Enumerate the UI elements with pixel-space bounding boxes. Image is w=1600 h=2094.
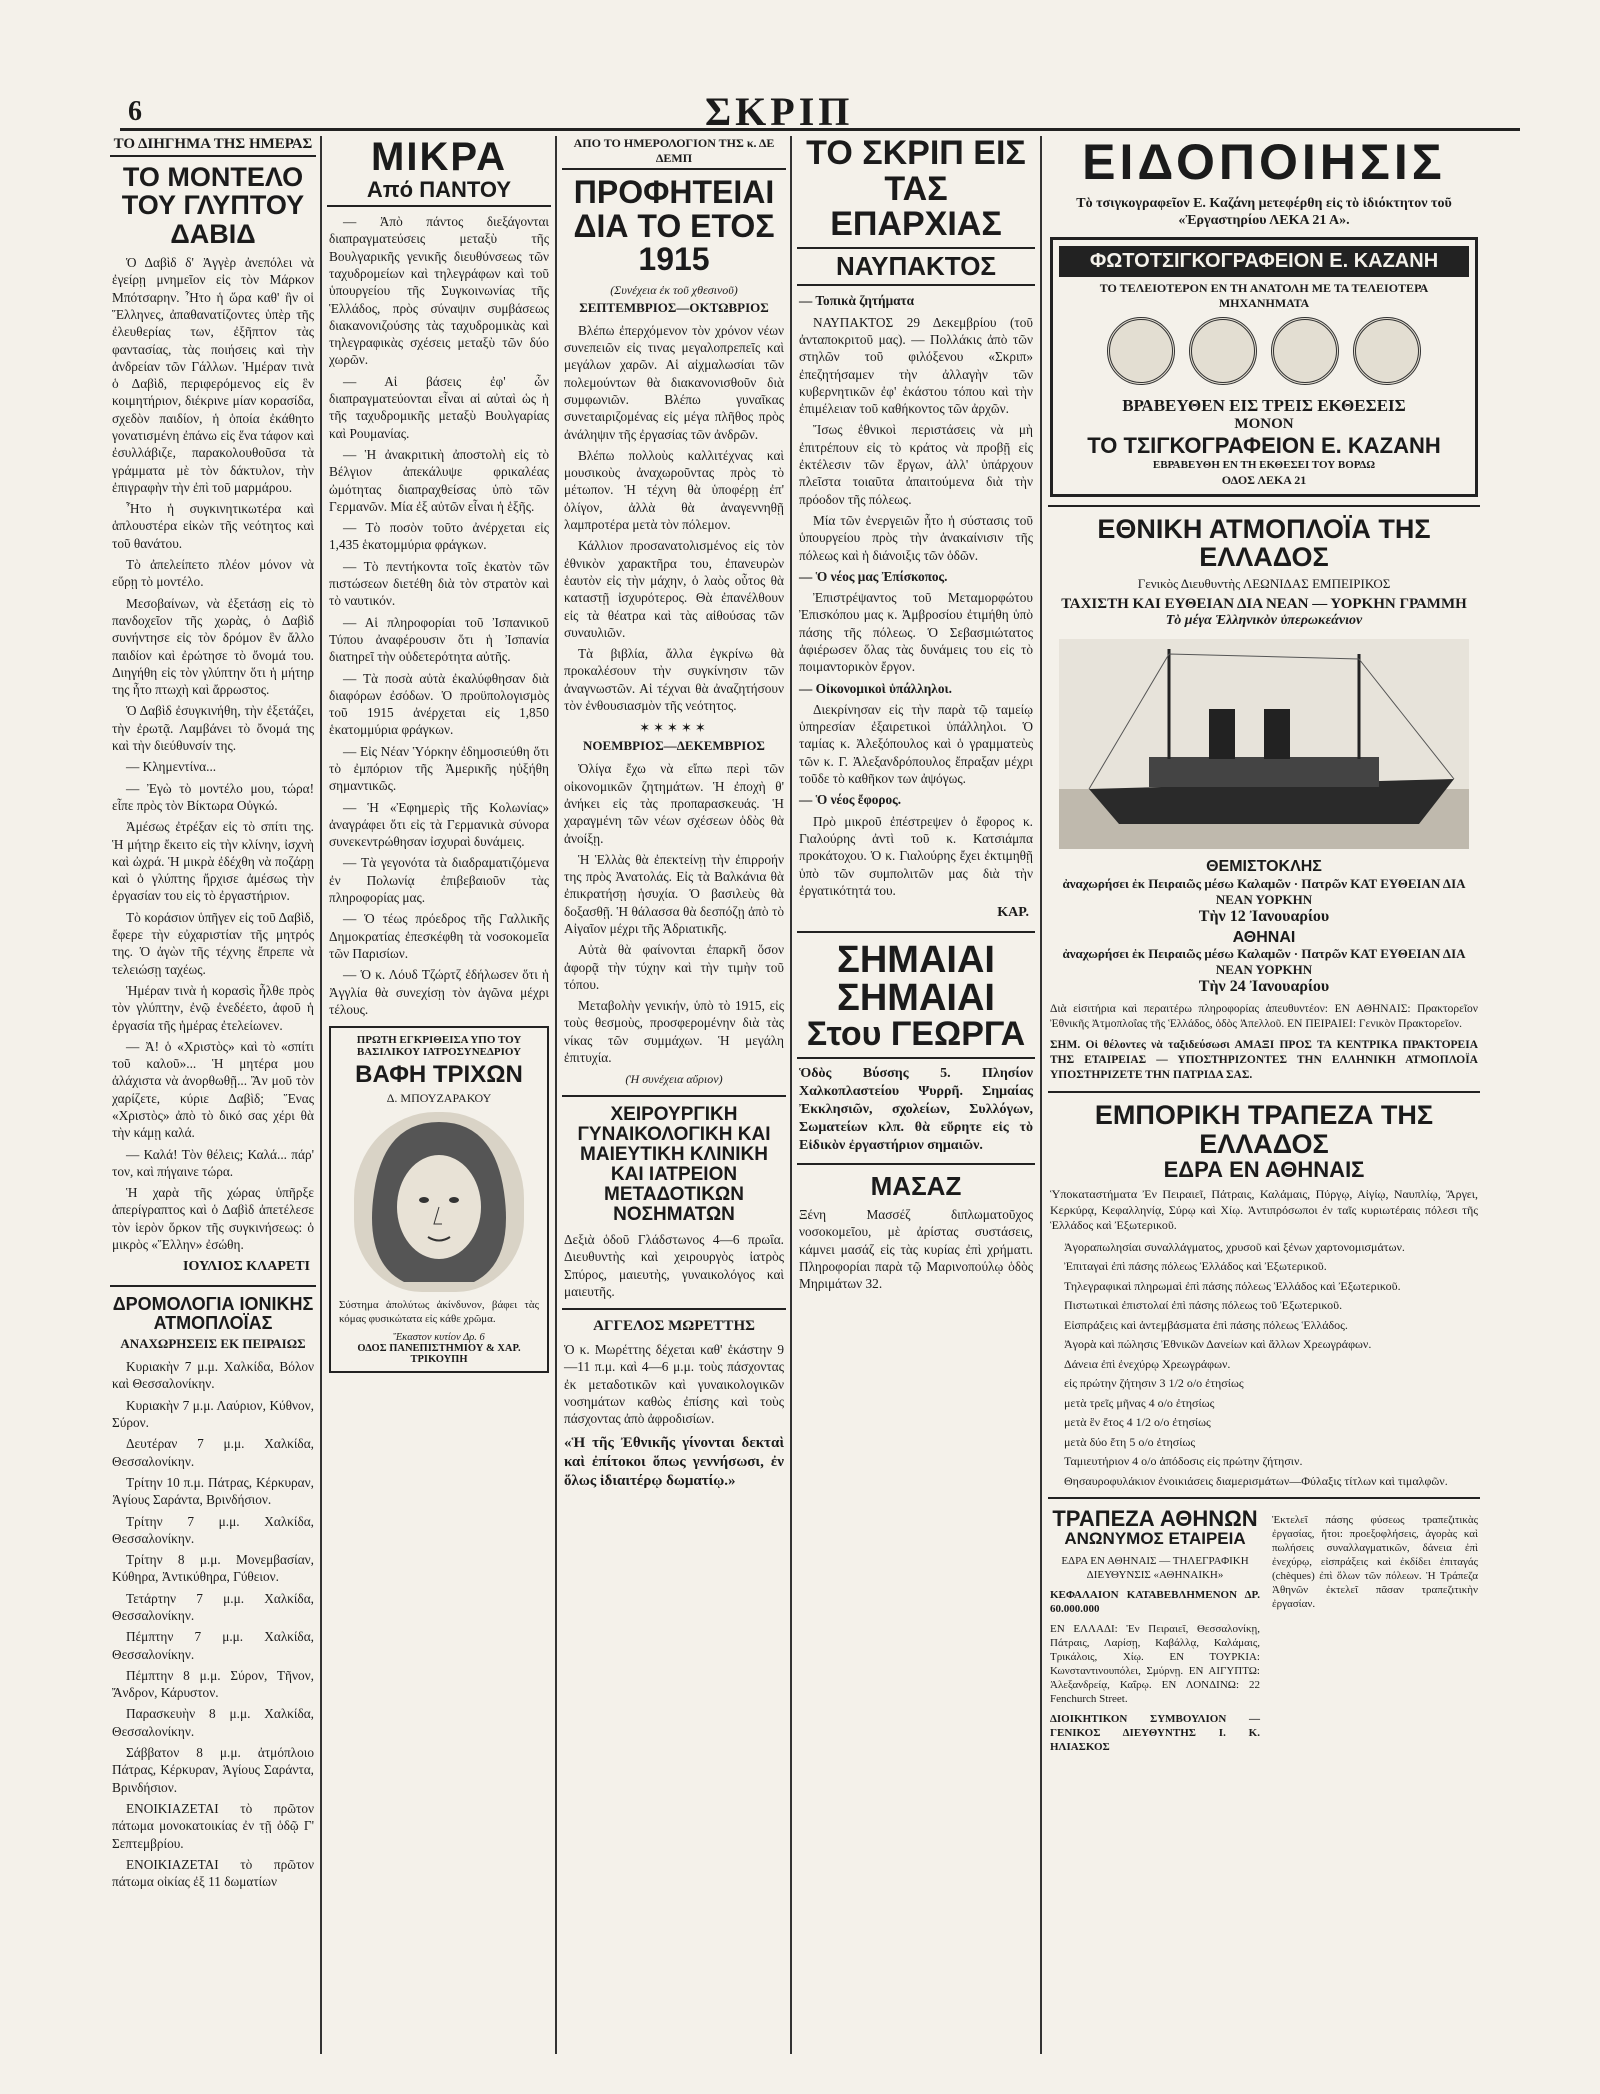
athens-bank-title: ΤΡΑΠΕΖΑ ΑΘΗΝΩΝ [1052,1506,1258,1532]
notice-title: ΕΙΔΟΠΟΙΗΣΙΣ [1082,136,1446,190]
athens-bank-seat: ΕΔΡΑ ΕΝ ΑΘΗΝΑΙΣ — ΤΗΛΕΓΡΑΦΙΚΗ ΔΙΕΥΘΥΝΣΙΣ «ΑΘΗΝΑΙΚΗ» [1061,1555,1249,1582]
savings-line: Ταμιευτήριον 4 ο/ο ἀπόδοσις εἰς πρώτην ζήτησιν. [1064,1454,1303,1469]
commercial-bank-services [1050,1240,1478,1490]
medal-icon [1271,317,1339,385]
ship-name: ΘΕΜΙΣΤΟΚΛΗΣ [1206,857,1322,875]
subheading: — Οἰκονομικοὶ ὑπάλληλοι. [799,680,952,696]
athens-bank-right [1270,1507,1480,1760]
ship-departure-date: Τὴν 24 Ἰανουαρίου [1198,978,1330,996]
shipping-title: ΕΘΝΙΚΗ ΑΤΜΟΠΛΟΪΑ ΤΗΣ ΕΛΛΑΔΟΣ [1097,514,1431,573]
divider [1048,1091,1480,1093]
clinic-ad-text: Δεξιὰ ὁδοῦ Γλάδστωνος 4—6 πρωΐα. Διευθυντὴς καὶ χειρουργὸς ἰατρὸς Σπύρος, μαιευτὴς, γυναικολόγος καὶ μαιευτῆς. [564,1231,784,1299]
athens-bank-capital: ΚΕΦΑΛΑΙΟΝ ΚΑΤΑΒΕΒΛΗΜΕΝΟΝ ΔΡ. 60.000.000 [1050,1589,1260,1616]
briefs-subtitle: Από ΠΑΝΤΟΥ [327,178,551,207]
ship-route-line: ἀναχωρήσει ἐκ Πειραιῶς μέσω Καλαμῶν · Πατρῶν ΚΑΤ ΕΥΘΕΙΑΝ ΔΙΑ ΝΕΑΝ ΥΟΡΚΗΝ [1062,875,1466,907]
hair-dye-kicker: ΠΡΩΤΗ ΕΓΚΡΙΘΕΙΣΑ ΥΠΟ ΤΟΥ ΒΑΣΙΛΙΚΟΥ ΙΑΤΡΟΣΥΝΕΔΡΙΟΥ [356,1034,522,1059]
schedule-line: Τετάρτην 7 μ.μ. Χαλκίδα, Θεσσαλονίκην. [112,1590,314,1623]
paragraph: — Ἀ! ὁ «Χριστὸς» καὶ τὸ «σπίτι τοῦ καλοῦ»... Ἡ μητέρα μου ἀλάχιστα νὰ ἀνορθωθῇ... Ἂν μοῦ τὸν χαρίζετε, κύριε Δαβὶδ; Ἕνας «Χριστὸς» ἀπὸ τὸ δικό σας χέρι θὰ τὴν κάμῃ καλά. [112,1038,314,1141]
only-text: ΜΟΝΟΝ [1234,416,1294,433]
brief-item: — Τὸ ποσὸν τοῦτο ἀνέρχεται εἰς 1,435 ἑκατομμύρια φράγκων. [329,520,549,553]
athens-bank-left [1048,1507,1262,1760]
medals-row [1059,315,1469,392]
athens-bank-board: ΔΙΟΙΚΗΤΙΚΟΝ ΣΥΜΒΟΥΛΙΟΝ — ΓΕΝΙΚΟΣ ΔΙΕΥΘΥΝΤΗΣ Ι. Κ. ΗΛΙΑΣΚΟΣ [1050,1713,1260,1754]
column-divider [555,136,557,2054]
paragraph: Βλέπω ἐπερχόμενον τὸν χρόνον νέων συνεπειῶν εἰς τινας μεγαλοπρεπεῖς καὶ μεγάλων χαρῶν. Αἱ αἰχμαλωσίαι τῶν πολεμούντων θὰ διακανονισθοῦν διὰ συμφωνιῶν. Βλέπω γυναῖκας συνεταιριζομένας εἰς μέγα πλῆθος πρὸς ἀνάληψιν τῆς ἐργασίας τῶν ἀνδρῶν. [564,322,784,442]
classified-line: ΕΝΟΙΚΙΑΖΕΤΑΙ τὸ πρῶτον πάτωμα οἰκίας ἐξ 11 δωματίων [112,1856,314,1890]
massage-ad-text: Ξένη Μασσέζ διπλωματοῦχος νοσοκομεῖου, μὲ ἀρίστας συστάσεις, κάμνει μασάζ εἰς τὰς κυρίας ἐπὶ χρήματι. Πληροφορίαι παρὰ τῷ Μαρινοπούλῳ ὁδὸς Μηριμάτων 32. [799,1207,1033,1292]
paragraph: — Καλά! Τὸν θέλεις; Καλά... πάρ' τον, καὶ πήγαινε τώρα. [112,1146,314,1179]
brief-item: — Τὸ πεντήκοντα τοῖς ἑκατὸν τῶν πιστώσεων διετέθη διὰ τὸν στρατὸν καὶ τὸ ναυτικόν. [329,558,549,609]
brief-item: — Ἀπὸ πάντος διεξάγονται διαπραγματεύσεις μεταξὺ τῆς Βουλγαρικῆς γενικῆς διευθύνσεως τῶν ταχυδρομείων καὶ τηλεγράφων καὶ τοῦ ὑπουργείου τῆς Συγκοινωνίας τῆς Ἑλλάδος, πρὸς σύναψιν συμβάσεως διακανονιζούσης τὰς ταχυδρομικὰς καὶ τηλεγραφικὰς σχέσεις μεταξὺ τῶν δύο χωρῶν. [329,214,549,368]
page-number: 6 [128,96,142,127]
subheading: — Ὁ νέος ἔφορος. [799,792,902,808]
schedule-line: Τρίτην 8 μ.μ. Μονεμβασίαν, Κύθηρα, Ἀντικύθηρα, Γύθειον. [112,1552,314,1585]
steamship-illustration [1059,639,1469,849]
continued-tomorrow: (Ἡ συνέχεια αὔριον) [625,1072,723,1087]
athens-bank-services: Ἐκτελεῖ πάσης φύσεως τραπεζιτικὰς ἐργασίας, ἤτοι: προεξοφλήσεις, ἀγορὰς καὶ πωλήσεις συναλλαγματικῶν, δάνεια ἐπὶ ἐνεχύρῳ, εἰσπράξεις καὶ ἐκδίδει ἐπιταγάς (chèques) ἐπὶ ὅλων τῶν πόλεων. Ἡ Τράπεζα Ἀθηνῶν ἐκτελεῖ πᾶσαν τραπεζιτικὴν ἐργασίαν. [1272,1514,1478,1611]
shipping-route: ΤΑΧΙΣΤΗ ΚΑΙ ΕΥΘΕΙΑΝ ΔΙΑ ΝΕΑΝ — ΥΟΡΚΗΝ ΓΡΑΜΜΗ [1061,595,1467,612]
ferry-schedule [112,1358,314,1890]
hair-dye-address: ΟΔΟΣ ΠΑΝΕΠΙΣΤΗΜΙΟΥ & ΧΑΡ. ΤΡΙΚΟΥΠΗ [357,1343,521,1366]
photoengraving-ad [1050,237,1478,497]
paragraph: Ἡ χαρὰ τῆς χώρας ὑπῆρξε ἀπερίγραπτος καὶ ὁ Δαβὶδ ἀπετέλεσε τὸν ἱερὸν ὅρκον τῆς συγκινήσεως: ὁ μικρὸς «Ἕλλην» ἐσώθη. [112,1185,314,1253]
deposit-line: μετὰ τρεῖς μῆνας 4 ο/ο ἐτησίως [1064,1395,1215,1410]
athens-bank-ad [1048,1507,1480,1760]
paragraph: Μία τῶν ἐνεργειῶν ἦτο ἡ σύστασις τοῦ ὑπουργείου πρὸς τὴν ἀνακαίνισιν τῆς πόλεως καὶ ἡ διάνοιξις τῶν ὁδῶν. [799,512,1033,563]
prophecies-title: ΠΡΟΦΗΤΕΙΑΙ ΔΙΑ ΤΟ ΕΤΟΣ 1915 [573,174,775,278]
brief-item: — Αἱ βάσεις ἐφ' ὧν διαπραγματεύονται εἶναι αἱ αὐταὶ ὡς ἡ τῆς ταχυδρομικῆς μεταξὺ Βουλγαρίας καὶ Ρουμανίας. [329,373,549,441]
brief-item: — Τὰ γεγονότα τὰ διαδραματιζόμενα ἐν Πολωνίᾳ ἐπιβεβαιοῦν τὰς πληροφορίας μας. [329,855,549,906]
schedule-line: Τρίτην 7 μ.μ. Χαλκίδα, Θεσσαλονίκην. [112,1513,314,1546]
story-title: ΤΟ ΜΟΝΤΕΛΟ ΤΟΥ ΓΛΥΠΤΟΥ ΔΑΒΙΔ [121,162,305,249]
notice-text: Τὸ τσιγκογραφεῖον Ε. Καζάνη μετεφέρθη εἰς τὸ ἰδιόκτητον τοῦ «Ἐργαστηρίου ΛΕΚΑ 21 Α». [1076,195,1452,228]
service-line: Ἀγοραπωλησίαι συναλλάγματος, χρυσοῦ καὶ ξένων χαρτονομισμάτων. [1064,1239,1405,1254]
woman-portrait-illustration [354,1112,524,1292]
divider [1048,1497,1480,1499]
service-line: Τηλεγραφικαὶ πληρωμαὶ ἐπὶ πάσης πόλεως Ἑλλάδος καὶ Ἐξωτερικοῦ. [1064,1278,1401,1293]
shipping-subtitle: Τὸ μέγα Ἑλληνικὸν ὑπερωκεάνιον [1165,612,1363,628]
paragraph: Αὐτὰ θὰ φαίνονται ἐπαρκῆ ὅσον ἀφορᾷ τὴν τύχην καὶ τὴν τιμὴν τοῦ τόπου. [564,942,784,992]
service-line: Δάνεια ἐπὶ ἐνεχύρῳ Χρεωγράφων. [1064,1356,1231,1371]
hair-dye-name: ΒΑΦΗ ΤΡΙΧΩΝ [355,1061,523,1089]
medal-icon [1189,317,1257,385]
flags-ad-title: ΣΗΜΑΙΑΙ ΣΗΜΑΙΑΙ [837,939,995,1020]
column-ads [1048,136,1480,2064]
prophecies-body [564,322,784,715]
medal-icon [1353,317,1421,385]
commercial-bank-title: ΕΜΠΟΡΙΚΗ ΤΡΑΠΕΖΑ ΤΗΣ ΕΛΛΑΔΟΣ [1094,1100,1434,1159]
service-line: Ἐπιταγαὶ ἐπὶ πάσης πόλεως Ἑλλάδος καὶ Ἐξωτερικοῦ. [1064,1259,1327,1274]
commercial-bank-seat: ΕΔΡΑ ΕΝ ΑΘΗΝΑΙΣ [1163,1157,1365,1183]
story-body [112,254,314,1253]
service-line: Ἀγορὰ καὶ πώλησις Ἐθνικῶν Δανείων καὶ ἄλλων Χρεωγράφων. [1064,1337,1372,1352]
paragraph: Ἡμέραν τινὰ ἡ κορασὶς ἦλθε πρὸς τὸν γλύπτην, ἐνῷ ἐνεδέετο, ἀφοῦ ἡ ἐργασία τῆς ἡμέρας ἐτελείωνεν. [112,982,314,1033]
paragraph: Ὁ Δαβὶδ ἐσυγκινήθη, τὴν ἐξετάζει, τὴν ἐρωτᾷ. Λαμβάνει τὸ ὄνομά της καὶ τὴν διεύθυνσίν της. [112,703,314,754]
ornament-divider: ✶✶✶✶✶ [639,720,709,736]
briefs-body [329,213,549,1018]
medal-icon [1107,317,1175,385]
correspondent-signature: ΚΑΡ. [997,905,1029,921]
hair-dye-maker: Δ. ΜΠΟΥΖΑΡΑΚΟΥ [386,1091,492,1106]
deposit-line: μετὰ δύο ἔτη 5 ο/ο ἐτησίως [1064,1434,1196,1449]
brief-item: — Ἡ «Ἐφημερὶς τῆς Κολωνίας» ἀναγράφει ὅτι εἰς τὰ Γερμανικὰ σύνορα συνεκεντρώθησαν ἰσχυραὶ δυνάμεις. [329,799,549,850]
brief-item: — Τὰ ποσὰ αὐτὰ ἐκαλύφθησαν διὰ διαφόρων ἐσόδων. Ὁ προϋπολογισμὸς τοῦ 1915 ἀνέρχεται εἰς 1,850 ἑκατομμύρια φράγκων. [329,670,549,738]
doctor-ad-text: Ὁ κ. Μωρέττης δέχεται καθ' ἑκάστην 9—11 π.μ. καὶ 4—6 μ.μ. τοὺς πάσχοντας ἐκ μεταδοτικῶν καὶ γυναικολογικῶν νοσημάτων καθὼς ἐπίσης καὶ τοὺς πάσχοντας ἀπὸ ἀφροδισίων. [564,1342,784,1427]
briefs-title: ΜΙΚΡΑ [371,136,507,179]
subheading: — Ὁ νέος μας Ἐπίσκοπος. [799,568,948,584]
ferry-ad-subtitle: ΑΝΑΧΩΡΗΣΕΙΣ ΕΚ ΠΕΙΡΑΙΩΣ [120,1336,306,1352]
schedule-line: Δευτέραν 7 μ.μ. Χαλκίδα, Θεσσαλονίκην. [112,1436,314,1469]
column-prophecies [562,136,786,2064]
newspaper-masthead: ΣΚΡΙΠ [705,89,854,134]
column-briefs [327,136,551,2064]
ferry-ad-title: ΔΡΟΜΟΛΟΓΙΑ ΙΟΝΙΚΗΣ ΑΤΜΟΠΛΟΪΑΣ [112,1294,314,1334]
paragraph: Ὁ Δαβὶδ δ' Ἀγγὲρ ἀνεπόλει νὰ ἐγείρῃ μνημεῖον εἰς τὸν Μάρκον Μπότσαρην. Ἦτο ἡ ὥρα καθ' ἣν οἱ Ἕλληνες, ἀπαθανατίζοντες ὑπὲρ τῆς ἐλευθερίας των, ἐξῆπτον τὰς φαντασίας, τὰς ποιήσεις καὶ τὴν ἀνδρείαν τῶν Γάλλων. Ἡμέραν τινὰ ὁ Δαβὶδ, περιφερόμενος εἰς ἓν κοιμητήριον, διέκρινε μίαν κορασίδα, σχεδὸν παιδίον, ἡ ὁποία ἐκάθητο γονατισμένη ἐπάνω εἰς ἕνα τάφον καὶ ἐσυλλάβιζε, παρακολουθοῦσα τὰ γράμματα μὲ τὸν δάκτυλον, τὴν ἐπιγραφὴν τὴν ἐπὶ τοῦ μαρμάρου. [112,255,314,495]
classified-line: ΕΝΟΙΚΙΑΖΕΤΑΙ τὸ πρῶτον πάτωμα μονοκατοικίας ἐν τῇ ὁδῷ Γ' Σεπτεμβρίου. [112,1800,314,1851]
column-divider [790,136,792,2054]
schedule-line: Πέμπτην 8 μ.μ. Σύρον, Τῆνον, Ἄνδρον, Κάρυστον. [112,1667,314,1701]
ship-departure-date: Τὴν 12 Ἰανουαρίου [1198,907,1330,925]
column-divider [1040,136,1042,2054]
divider [562,1095,786,1097]
paragraph: Κάλλιον προσανατολισμένος εἰς τὸν ἐθνικὸν χαρακτῆρα του, ἐπανευρὼν ἑαυτὸν εἰς τὴν μάχην, ὁ λαὸς οὗτος θὰ καταστῇ ἰσχυρότερος. Θὰ ἐπανέλθουν εἰς τὰ θέατρα καὶ τὰς αἰθούσας τῶν συναυλιῶν. [564,538,784,640]
photoengraving-subtitle: ΤΟ ΤΕΛΕΙΟΤΕΡΟΝ ΕΝ ΤΗ ΑΝΑΤΟΛΗ ΜΕ ΤΑ ΤΕΛΕΙΟΤΕΡΑ ΜΗΧΑΝΗΜΑΤΑ [1099,281,1429,311]
flags-ad-subtitle: Στου ΓΕΩΡΓΑ [797,1017,1035,1059]
doctor-name: ΑΓΓΕΛΟΣ ΜΩΡΕΤΤΗΣ [593,1318,755,1335]
column-story [110,136,316,2064]
divider [1048,505,1480,507]
brief-item: — Ἡ ἀνακριτικὴ ἀποστολὴ εἰς τὸ Βέλγιον ἀπεκάλυψε φρικαλέας ὠμότητας διαπραχθείσας ὑπὸ τῶν Γερμανῶν. Μία ἐξ αὐτῶν εἶναι ἡ ἑξῆς. [329,446,549,514]
schedule-line: Κυριακὴν 7 μ.μ. Λαύριον, Κύθνον, Σύρον. [112,1397,314,1431]
shipping-note: ΣΗΜ. Οἱ θέλοντες νὰ ταξιδεύσωσι ΑΜΑΞΙ ΠΡΟΣ ΤΑ ΚΕΝΤΡΙΚΑ ΠΡΑΚΤΟΡΕΙΑ ΤΗΣ ΕΤΑΙΡΕΙΑΣ — ΥΠΟΣΤΗΡΙΖΟΝΤΕΣ ΤΗΝ ΕΛΛΗΝΙΚΗ ΑΤΜΟΠΛΟΪΑ ΥΠΟΣΤΗΡΙΖΕΤΕ ΤΗΝ ΠΑΤΡΙΔΑ ΣΑΣ. [1050,1039,1478,1082]
schedule-line: Τρίτην 10 π.μ. Πάτρας, Κέρκυραν, Ἁγίους Σαράντα, Βρινδήσιον. [112,1474,314,1508]
massage-ad-title: ΜΑΣΑΖ [870,1170,962,1201]
paragraph: Τὸ ἀπελείπετο πλέον μόνον νὰ εὕρῃ τὸ μοντέλο. [112,557,314,590]
brief-item: — Αἱ πληροφορίαι τοῦ Ἰσπανικοῦ Τύπου ἀναφέρουσιν ὅτι ἡ Ἰσπανία διατηρεῖ τὴν οὐδετερότητα αὐτῆς. [329,614,549,665]
clinic-ad-title: ΧΕΙΡΟΥΡΓΙΚΗ ΓΥΝΑΙΚΟΛΟΓΙΚΗ ΚΑΙ ΜΑΙΕΥΤΙΚΗ ΚΛΙΝΙΚΗ ΚΑΙ ΙΑΤΡΕΙΟΝ ΜΕΤΑΔΟΤΙΚΩΝ ΝΟΣΗΜΑΤΩΝ [577,1104,771,1226]
brief-item: — Ὁ κ. Λόυδ Τζώρτζ ἐδήλωσεν ὅτι ἡ Ἀγγλία θὰ συνεχίσῃ τὸν ἀγῶνα μέχρι τέλους. [329,967,549,1017]
paragraph: Μεταβολὴν γενικήν, ὑπὸ τὸ 1915, εἰς τοὺς θεσμοὺς, προσφερομένην διὰ τὰς νίκας τῶν συμμάχων. Ἡ μεγάλη ἐπιτυχία. [564,998,784,1066]
deposit-line: μετὰ ἓν ἔτος 4 1/2 ο/ο ἐτησίως [1064,1415,1211,1430]
paragraph: Τὰ βιβλία, ἄλλα ἐγκρίνω θὰ προκαλέσουν τὴν συγκίνησιν τῶν ἀναγνωστῶν. Αἱ τέχναι θὰ ἀναζητήσουν τὸν ἐνθουσιασμὸν τῆς νεότητος. [564,646,784,714]
column-divider [320,136,322,2054]
paragraph: Πρὸ μικροῦ ἐπέστρεψεν ὁ ἔφορος κ. Γιαλούρης ἀντὶ τοῦ κ. Κατσιάμπα προκάτοχου. Ὁ κ. Γιαλούρης ἔχει ἐκτιμηθῇ ὑπὸ τῶν συμπολιτῶν μας διὰ τὴν ἐργατικότητά του. [799,813,1033,898]
schedule-line: Κυριακὴν 7 μ.μ. Χαλκίδα, Βόλον καὶ Θεσσαλονίκην. [112,1359,314,1392]
bordeaux-award: ΕΒΡΑΒΕΥΘΗ ΕΝ ΤΗ ΕΚΘΕΣΕΙ ΤΟΥ ΒΟΡΔΩ [1152,459,1376,472]
divider [797,1163,1035,1165]
provinces-title: ΤΟ ΣΚΡΙΠ ΕΙΣ ΤΑΣ ΕΠΑΡΧΙΑΣ [806,136,1026,244]
deposit-line: εἰς πρώτην ζήτησιν 3 1/2 ο/ο ἐτησίως [1064,1376,1244,1391]
hair-dye-ad [329,1026,549,1373]
header-rule [120,128,1520,131]
athens-bank-branches: ΕΝ ΕΛΛΑΔΙ: Ἐν Πειραιεῖ, Θεσσαλονίκῃ, Πάτραις, Λαρίσῃ, Καβάλλᾳ, Καλάμαις, Τρικάλοις, Χίῳ. ΕΝ ΤΟΥΡΚΙΑ: Κωνσταντινουπόλει, Σμύρνῃ. ΕΝ ΑΙΓΥΠΤΩ: Ἀλεξανδρείᾳ, Καΐρῳ. ΕΝ ΛΟΝΔΙΝΩ: 22 Fenchurch Street. [1050,1623,1260,1706]
continued-note: (Συνέχεια ἐκ τοῦ χθεσινοῦ) [610,282,738,297]
service-line: Εἰσπράξεις καὶ ἀντεμβάσματα ἐπὶ πάσης πόλεως Ἑλλάδος. [1064,1317,1348,1332]
ship-name: ΑΘΗΝΑΙ [1232,928,1296,946]
award-text: ΒΡΑΒΕΥΘΕΝ ΕΙΣ ΤΡΕΙΣ ΕΚΘΕΣΕΙΣ [1122,396,1406,416]
shipping-director: Γενικὸς Διευθυντὴς ΛΕΩΝΙΔΑΣ ΕΜΠΕΙΡΙΚΟΣ [1137,575,1391,591]
engraver-address: ΟΔΟΣ ΛΕΚΑ 21 [1221,473,1307,488]
prophecies-body-2 [564,760,784,1066]
schedule-line: Παρασκευὴν 8 μ.μ. Χαλκίδα, Θεσσαλονίκην. [112,1706,314,1739]
provinces-place: ΝΑΥΠΑΚΤΟΣ [797,247,1035,286]
story-signature: ΙΟΥΛΙΟΣ ΚΛΑΡΕΤΙ [183,1259,310,1275]
provinces-body [799,292,1033,899]
flags-ad-text: Ὁδὸς Βύσσης 5. Πλησίον Χαλκοπλαστείου Ψυρρῆ. Σημαίας Ἐκκλησιῶν, σχολείων, Συλλόγων, Σωματείων κλπ. θὰ εὕρητε εἰς τὸ Εἰδικὸν ἐργαστήριον σημαιῶν. [799,1065,1033,1153]
paragraph: — Ἐγὼ τὸ μοντέλο μου, τώρα! εἶπε πρὸς τὸν Βίκτωρα Οὐγκώ. [112,780,314,813]
paragraph: Μεσοβαίνων, νὰ ἐξετάσῃ εἰς τὸ πανδοχεῖον τῆς χωρὰς, ὁ Δαβὶδ συνήντησε εἰς τὸν δρόμον ἓν ἄλλο παιδίον καὶ ἐρώτησε τὸ ὄνομά του. Διηγήθη εἰς τὸν γλύπτην ὅτι ἡ μήτηρ της ἦτο πτωχὴ καὶ ἄρρωστος. [112,595,314,698]
section-heading: ΝΟΕΜΒΡΙΟΣ—ΔΕΚΕΜΒΡΙΟΣ [583,738,765,754]
paragraph: Ὀλίγα ἔχω νὰ εἴπω περὶ τῶν οἰκονομικῶν ζητημάτων. Ἡ ἐποχὴ θ' ἀνήκει εἰς τὰς προπαρασκευάς. Ἡ χαραγμένη τῶν νέων σχέσεων ὁδὸς θὰ ἀνοίξῃ. [564,761,784,846]
paragraph: Ἡ Ἑλλὰς θὰ ἐπεκτείνῃ τὴν ἐπιρροήν της πρὸς Ἀνατολάς. Εἰς τὰ Βαλκάνια θὰ ἐπικρατήσῃ ἡσυχία. Ὁ βασιλεὺς θὰ δοξασθῇ. Ἡ θάλασσα θὰ δεσπόζῃ ἀπὸ τὸ Αἰγαῖον μέχρι τῆς Ἀδριατικῆς. [564,851,784,936]
paragraph: — Κλημεντίνα... [126,759,217,775]
subheading: — Τοπικὰ ζητήματα [799,293,915,309]
paragraph: Ἦτο ἡ συγκινητικωτέρα καὶ ἁπλουστέρα εἰκὼν τῆς νεότητος καὶ τοῦ θανάτου. [112,501,314,551]
vault-line: Θησαυροφυλάκιον ἐνοικιάσεις διαμερισμάτων—Φύλαξις τίτλων καὶ τιμαλφῶν. [1064,1473,1448,1488]
column-provinces [797,136,1035,2064]
divider [797,931,1035,933]
shipping-info: Διὰ εἰσιτήρια καὶ περαιτέρω πληροφορίας ἀπευθυντέον: ΕΝ ΑΘΗΝΑΙΣ: Πρακτορεῖον Ἐθνικῆς Ἀτμοπλοΐας τῆς Ἑλλάδος, ὁδὸς Ἀπελλοῦ. ΕΝ ΠΕΙΡΑΙΕΙ: Γενικὸν Πρακτορεῖον. [1050,1003,1478,1031]
engraver-name: ΤΟ ΤΣΙΓΚΟΓΡΑΦΕΙΟΝ Ε. ΚΑΖΑΝΗ [1087,433,1441,459]
maternity-ad: «Ἡ τῆς Ἐθνικῆς γίνονται δεκταὶ καὶ ἐπίτοκοι ὅπως γεννήσωσι, ἐν ὅλως ἰδιαιτέρῳ δωματίῳ.» [564,1434,784,1489]
brief-item: — Ὁ τέως πρόεδρος τῆς Γαλλικῆς Δημοκρατίας ἐπεσκέφθη τὰ νοσοκομεῖα τῶν Παρισίων. [329,911,549,961]
schedule-line: Σάββατον 8 μ.μ. ἀτμόπλοιο Πάτρας, Κέρκυραν, Ἁγίους Σαράντα, Βρινδήσιον. [112,1745,314,1795]
paragraph: Ἀμέσως ἐτρέξαν εἰς τὸ σπίτι της. Ἡ μήτηρ ἔκειτο εἰς τὴν κλίνην, ἰσχνὴ καὶ ὠχρά. Ἡ μικρὰ ἐδέχθη νὰ ποζάρῃ καὶ ὁ γλύπτης ἤρχισε ἀμέσως τὴν ἐργασίαν του εἰς τὸ ἐργαστήριον. [112,819,314,904]
service-line: Πιστωτικαὶ ἐπιστολαί ἐπὶ πάσης πόλεως τοῦ Ἐξωτερικοῦ. [1064,1298,1343,1313]
section-heading: ΣΕΠΤΕΜΒΡΙΟΣ—ΟΚΤΩΒΡΙΟΣ [579,299,769,315]
paragraph: Ἴσως ἐθνικοὶ περιστάσεις νὰ μὴ ἐπιτρέπουν εἰς τὸ κράτος νὰ προβῇ εἰς ἐκτέλεσιν τῶν ἔργων, ἀλλ' ὑπάρχουν πλεῖστα τοιαῦτα ἀπαιτούμενα διὰ τὴν πρόοδον τῆς πόλεως. [799,422,1033,507]
paragraph: ΝΑΥΠΑΚΤΟΣ 29 Δεκεμβρίου (τοῦ ἀνταποκριτοῦ μας). — Πολλάκις ἀπὸ τῶν στηλῶν τοῦ φιλόξενου «Σκριπ» ἐπεζητήσαμεν τὴν ἀλλαγὴν τῶν κυβερνητικῶν ἐφ' ἑκάστου τόπου καὶ τὴν ἐπιμέλειαν τοῦ καθήκοντος τῶν ἀρχῶν. [799,314,1033,417]
schedule-line: Πέμπτην 7 μ.μ. Χαλκίδα, Θεσσαλονίκην. [112,1629,314,1662]
commercial-bank-text: Ὑποκαταστήματα Ἐν Πειραιεῖ, Πάτραις, Καλάμαις, Πύργῳ, Αἰγίῳ, Ναυπλίῳ, Ἄργει, Κερκύρᾳ, Κεφαλληνίᾳ, Σύρῳ καὶ Χίῳ. Ἀντιπρόσωποι ἐν ταῖς κυριωτέραις πόλεσι τῆς Ἑλλάδος καὶ Ἐξωτερικοῦ. [1050,1187,1478,1233]
paragraph: Βλέπω πολλοὺς καλλιτέχνας καὶ μουσικοὺς ἀναχωροῦντας πρὸς τὸ μέτωπον. Ἡ τέχνη θὰ ὑποφέρῃ ἐπ' ὀλίγον, ἀλλὰ θὰ ἀναγεννηθῇ λαμπροτέρα μετὰ τὸν πόλεμον. [564,447,784,533]
story-kicker: ΤΟ ΔΙΗΓΗΜΑ ΤΗΣ ΗΜΕΡΑΣ [110,136,316,157]
paragraph: Τὸ κοράσιον ὑπῆγεν εἰς τοῦ Δαβὶδ, ἔφερε τὴν εὐχαριστίαν τῆς μητρός της. Ὁ ἀγὼν τῆς τέχνης ἔπρεπε νὰ τελειώσῃ ταχέως. [112,909,314,977]
divider [562,1308,786,1310]
paragraph: Ἐπιστρέψαντος τοῦ Μεταμορφώτου Ἐπισκόπου μας κ. Ἀμβροσίου ἐτιμήθη ὑπὸ πάσης τῆς πόλεως. Ὁ Σεβασμιώτατος ἀφιέρωσεν ὅλας τὰς δυνάμεις του εἰς τὸ ποιμαντορικὸν ἔργον. [799,590,1033,675]
hair-dye-text: Σύστημα ἀπολύτως ἀκίνδυνον, βάφει τὰς κόμας φυσικώτατα εἰς κάθε χρῶμα. [339,1299,539,1326]
photoengraving-title: ΦΩΤΟΤΣΙΓΚΟΓΡΑΦΕΙΟΝ Ε. ΚΑΖΑΝΗ [1059,246,1469,277]
divider [110,1285,316,1287]
athens-bank-subtitle: ΑΝΩΝΥΜΟΣ ΕΤΑΙΡΕΙΑ [1064,1529,1246,1549]
hair-dye-price: Ἕκαστον κυτίον Δρ. 6 [393,1332,485,1344]
brief-item: — Εἰς Νέαν Ὑόρκην ἐδημοσιεύθη ὅτι τὸ ἐμπόριον τῆς Ἀμερικῆς ηὐξήθη σημαντικῶς. [329,743,549,794]
ship-route-line: ἀναχωρήσει ἐκ Πειραιῶς μέσω Καλαμῶν · Πατρῶν ΚΑΤ ΕΥΘΕΙΑΝ ΔΙΑ ΝΕΑΝ ΥΟΡΚΗΝ [1062,946,1466,978]
prophecies-kicker: ΑΠΟ ΤΟ ΗΜΕΡΟΛΟΓΙΟΝ ΤΗΣ κ. ΔΕ ΔΕΜΠ [562,136,786,170]
paragraph: Διεκρίνησαν εἰς τὴν παρὰ τῷ ταμείῳ ὑπηρεσίαν ἐξαιρετικοὶ ὑπάλληλοι. Ὁ ταμίας κ. Ἀλεξόπουλος καὶ ὁ γραμματεὺς τῶν κ. Γ. Ἀλεξανδρόπουλος ἔπραξαν μέχρι τοῦδε τὸ καθῆκον των ἀψόγως. [799,701,1033,787]
